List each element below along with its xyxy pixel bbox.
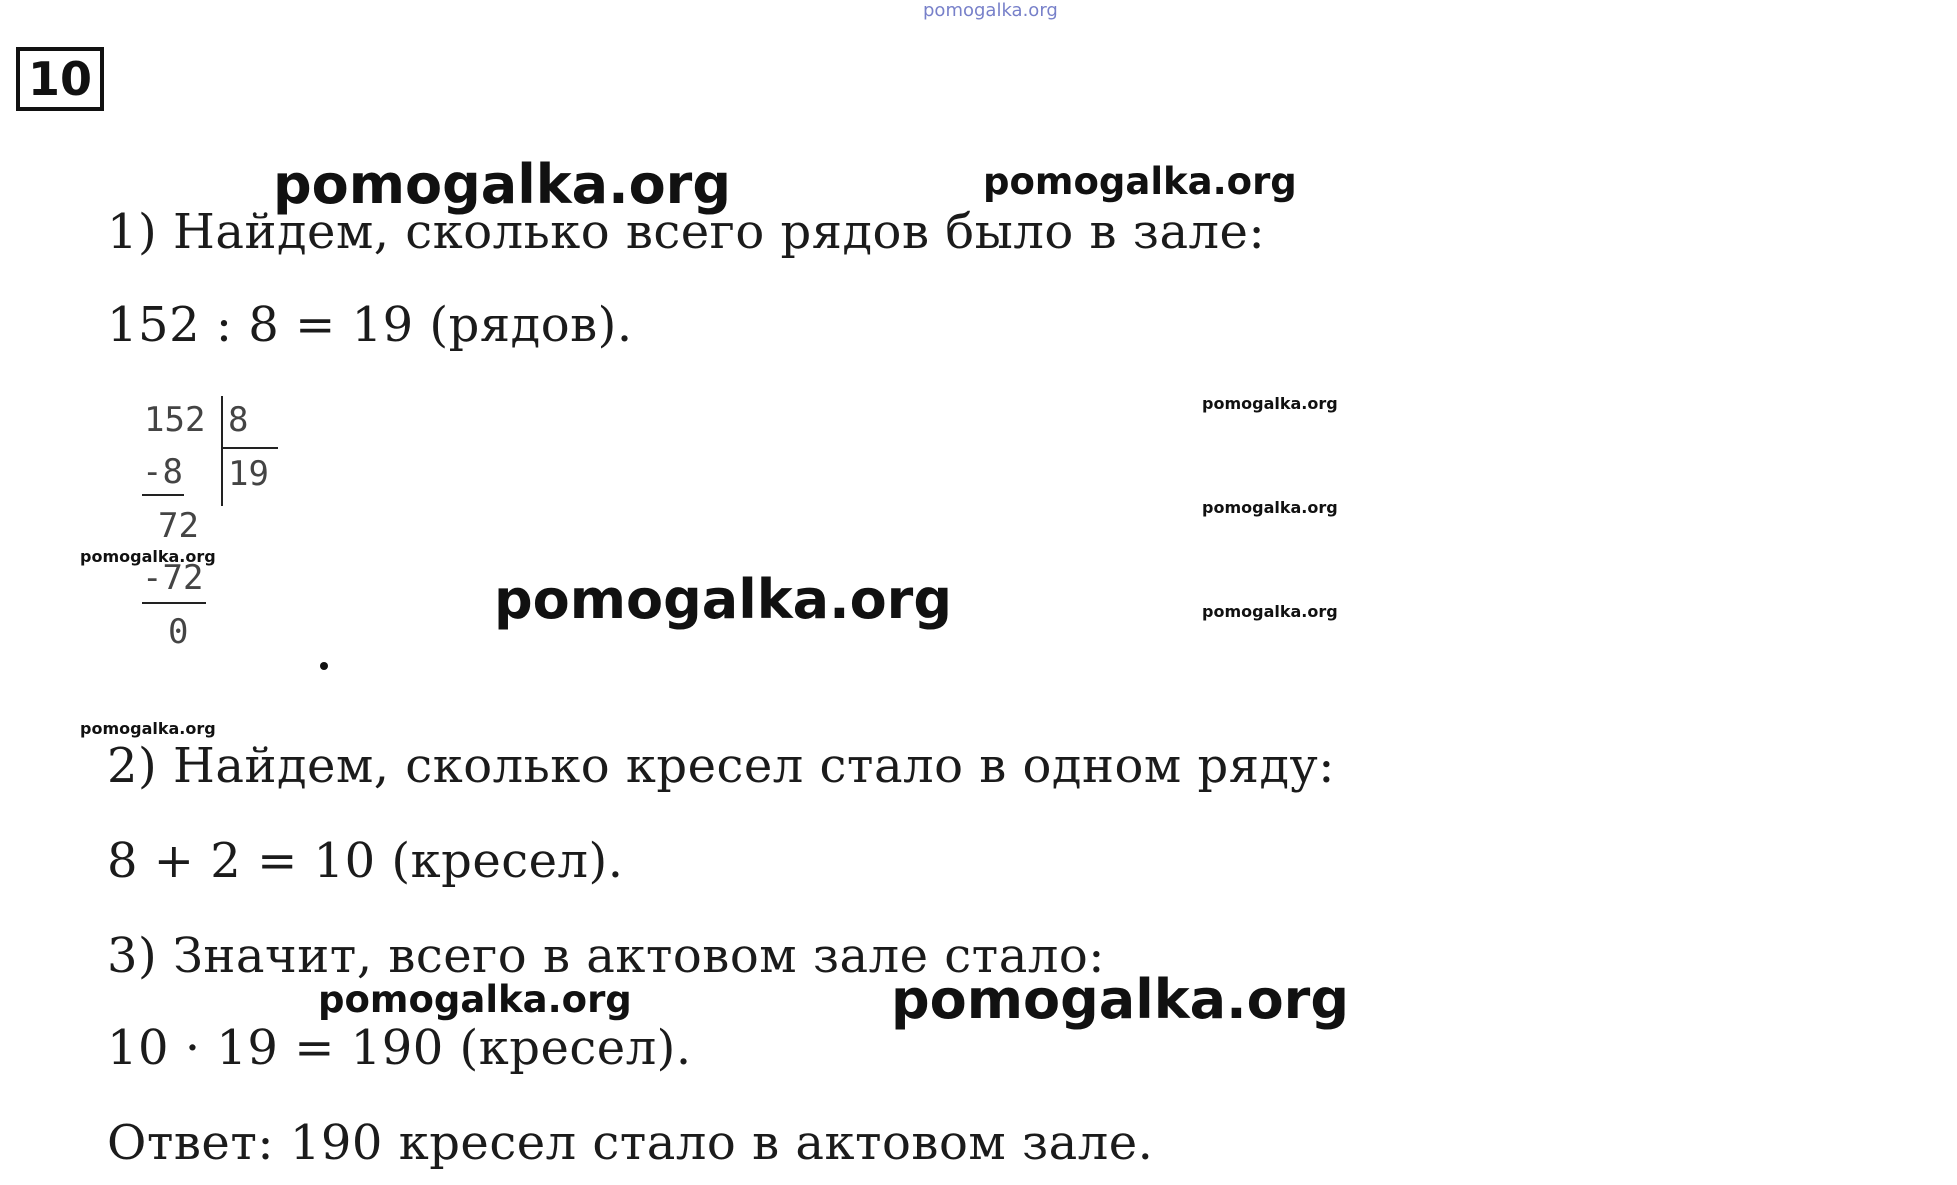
problem-number: 10 [16,47,104,111]
watermark: pomogalka.org [1202,394,1338,413]
division-underline-2 [142,602,206,604]
division-subtrahend-2: -72 [142,558,204,598]
watermark: pomogalka.org [273,153,731,216]
step3-formula: 10 · 19 = 190 (кресел). [107,1020,692,1076]
division-subtrahend-1: -8 [142,452,183,492]
watermark: pomogalka.org [494,568,952,631]
division-quotient: 19 [228,454,269,494]
watermark: pomogalka.org [80,719,216,738]
division-vertical-line [221,396,223,506]
watermark: pomogalka.org [1202,602,1338,621]
division-divisor: 8 [228,400,249,440]
step2-heading: 2) Найдем, сколько кресел стало в одном ряду: [107,738,1335,794]
watermark: pomogalka.org [1202,498,1338,517]
stray-dot [320,662,328,670]
division-dividend: 152 [144,400,206,440]
step1-heading: 1) Найдем, сколько всего рядов было в зале: [107,204,1266,260]
watermark: pomogalka.org [983,160,1297,203]
division-underline-1 [142,494,184,496]
watermark: pomogalka.org [80,547,216,566]
division-horizontal-line [223,447,278,449]
watermark: pomogalka.org [318,978,632,1021]
division-remainder-1: 72 [158,506,199,546]
step2-formula: 8 + 2 = 10 (кресел). [107,833,624,889]
watermark-top: pomogalka.org [923,0,1058,21]
division-remainder-2: 0 [168,612,189,652]
step3-heading: 3) Значит, всего в актовом зале стало: [107,928,1105,984]
watermark: pomogalka.org [891,968,1349,1031]
long-division [138,390,298,660]
step1-formula: 152 : 8 = 19 (рядов). [107,297,633,353]
answer: Ответ: 190 кресел стало в актовом зале. [107,1115,1154,1171]
